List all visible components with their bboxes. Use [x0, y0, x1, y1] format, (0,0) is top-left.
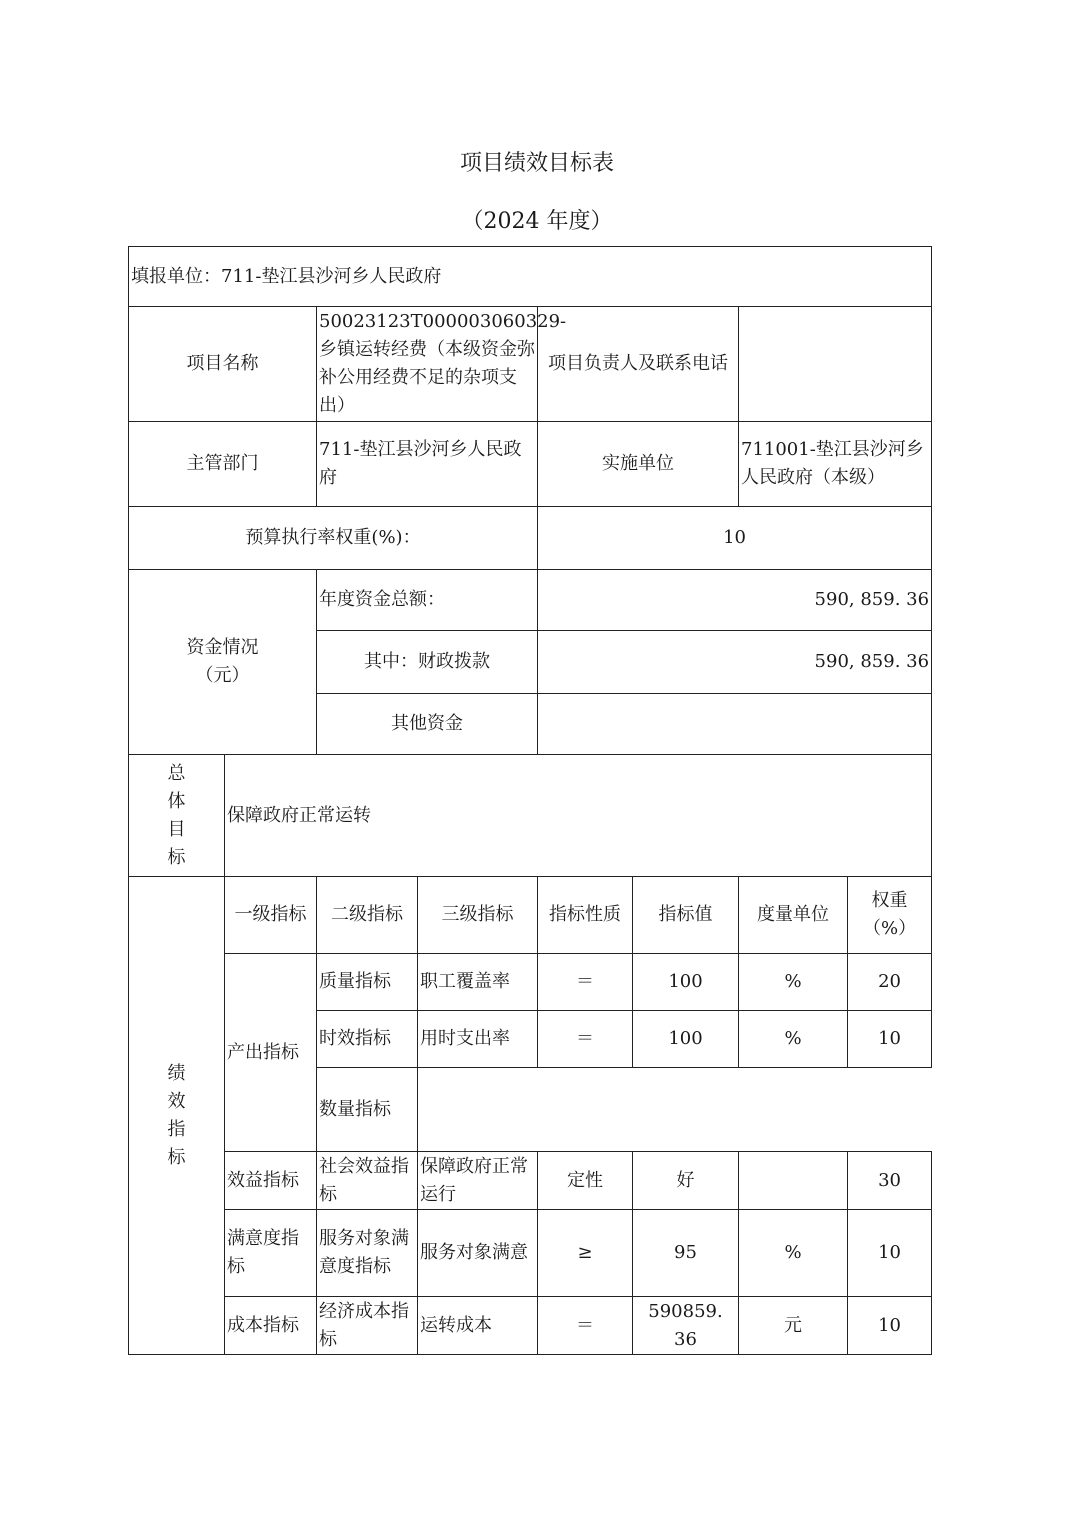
- level3-cell: 用时支出率: [418, 1011, 538, 1068]
- value-cell: 95: [633, 1210, 739, 1297]
- impl-value: 711001-垫江县沙河乡人民政府（本级）: [739, 422, 932, 507]
- nature-cell: ＝: [538, 1011, 633, 1068]
- goal-char: 体: [167, 790, 186, 812]
- impl-label: 实施单位: [538, 422, 739, 507]
- budget-weight-label: 预算执行率权重(%)：: [129, 507, 538, 570]
- perf-char: 标: [167, 1146, 186, 1168]
- nature-cell: 定性: [538, 1152, 633, 1210]
- funds-label: [129, 570, 317, 755]
- level2-cell: 质量指标: [317, 954, 418, 1011]
- value-cell: 100: [633, 954, 739, 1011]
- level2-cell: 经济成本指标: [317, 1297, 418, 1355]
- level1-cell: 满意度指标: [225, 1210, 317, 1297]
- overall-goal-row: [129, 755, 932, 877]
- level3-cell: 服务对象满意: [418, 1210, 538, 1297]
- fiscal-label: 其中：财政拨款: [317, 631, 538, 694]
- level1-cell: 成本指标: [225, 1297, 317, 1355]
- dept-row: [129, 422, 932, 507]
- goal-char: 总: [167, 762, 186, 784]
- empty-cell: [418, 1068, 932, 1152]
- annual-total-label: 年度资金总额：: [317, 570, 538, 631]
- weight-cell: 10: [848, 1011, 932, 1068]
- project-name-value: 50023123T000003060329-乡镇运转经费（本级资金弥补公用经费不足的杂项支出）: [317, 307, 538, 422]
- indicator-header-row: [129, 877, 932, 954]
- weight-cell: 10: [848, 1210, 932, 1297]
- goal-char: 目: [167, 818, 186, 840]
- table-row: [129, 1210, 932, 1297]
- level2-cell: 社会效益指标: [317, 1152, 418, 1210]
- level3-cell: 运转成本: [418, 1297, 538, 1355]
- dept-value: 711-垫江县沙河乡人民政府: [317, 422, 538, 507]
- performance-indicator-label: [129, 877, 225, 1355]
- unit-cell: [739, 1152, 848, 1210]
- budget-weight-value: 10: [538, 507, 932, 570]
- header-level1: 一级指标: [225, 877, 317, 954]
- fiscal-value: 590, 859. 36: [538, 631, 932, 694]
- header-level3: 三级指标: [418, 877, 538, 954]
- year-subtitle: （2024 年度）: [461, 209, 613, 234]
- level3-cell: 保障政府正常运行: [418, 1152, 538, 1210]
- fill-unit: 填报单位：711-垫江县沙河乡人民政府: [129, 247, 932, 307]
- project-name-row: [129, 307, 932, 422]
- annual-total-value: 590, 859. 36: [538, 570, 932, 631]
- other-funds-value: [538, 694, 932, 755]
- overall-goal-text: 保障政府正常运转: [225, 755, 932, 877]
- budget-weight-row: [129, 507, 932, 570]
- leader-label: 项目负责人及联系电话: [538, 307, 739, 422]
- header-weight: 权重（%）: [848, 877, 932, 954]
- unit-cell: %: [739, 1011, 848, 1068]
- unit-cell: %: [739, 954, 848, 1011]
- annual-total-row: [129, 570, 932, 631]
- table-row: [129, 1152, 932, 1210]
- unit-cell: 元: [739, 1297, 848, 1355]
- nature-cell: ＝: [538, 954, 633, 1011]
- page-title: 项目绩效目标表: [459, 151, 614, 176]
- overall-goal-label: [129, 755, 225, 877]
- other-funds-label: 其他资金: [317, 694, 538, 755]
- value-cell: 590859. 36: [633, 1297, 739, 1355]
- unit-cell: %: [739, 1210, 848, 1297]
- table-row: [129, 1297, 932, 1355]
- header-unit: 度量单位: [739, 877, 848, 954]
- leader-value: [739, 307, 932, 422]
- header-nature: 指标性质: [538, 877, 633, 954]
- level3-cell: 职工覆盖率: [418, 954, 538, 1011]
- funds-label-text: 资金情况（元）: [186, 637, 259, 686]
- table-row: [129, 954, 932, 1011]
- weight-cell: 10: [848, 1297, 932, 1355]
- nature-cell: ≥: [538, 1210, 633, 1297]
- value-cell: 100: [633, 1011, 739, 1068]
- level2-cell: 服务对象满意度指标: [317, 1210, 418, 1297]
- goal-char: 标: [167, 846, 186, 868]
- project-name-label: 项目名称: [129, 307, 317, 422]
- perf-char: 指: [167, 1118, 186, 1140]
- header-value: 指标值: [633, 877, 739, 954]
- level2-cell: 数量指标: [317, 1068, 418, 1152]
- nature-cell: ＝: [538, 1297, 633, 1355]
- level2-cell: 时效指标: [317, 1011, 418, 1068]
- weight-cell: 20: [848, 954, 932, 1011]
- output-indicator: 产出指标: [225, 954, 317, 1152]
- value-cell: 好: [633, 1152, 739, 1210]
- header-level2: 二级指标: [317, 877, 418, 954]
- performance-table: [128, 246, 932, 1355]
- level1-cell: 效益指标: [225, 1152, 317, 1210]
- dept-label: 主管部门: [129, 422, 317, 507]
- fill-unit-row: [129, 247, 932, 307]
- perf-char: 效: [167, 1090, 186, 1112]
- perf-char: 绩: [167, 1062, 186, 1084]
- weight-cell: 30: [848, 1152, 932, 1210]
